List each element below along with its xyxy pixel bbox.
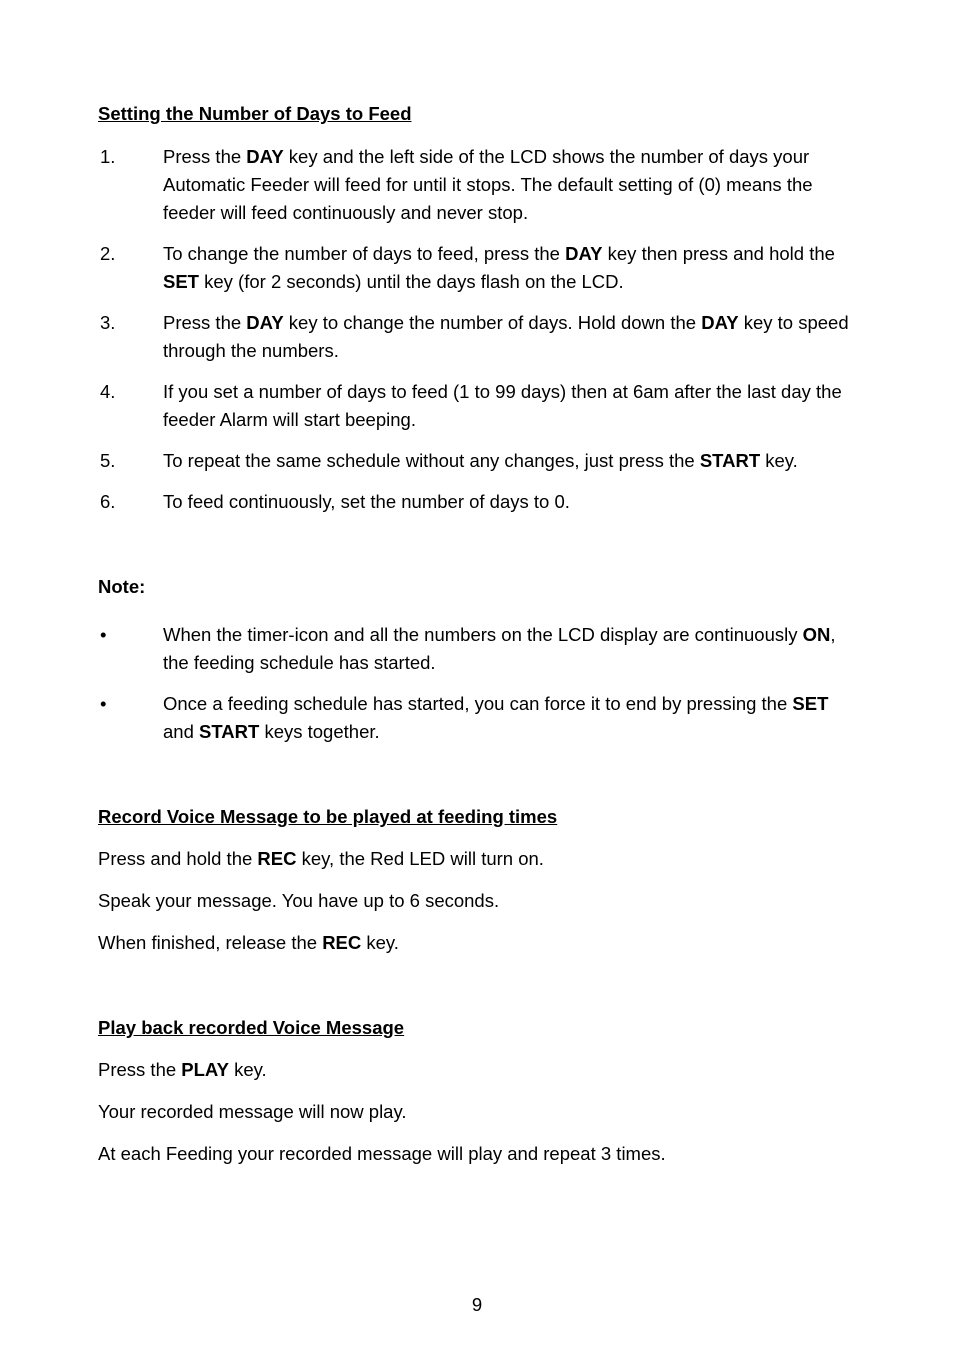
list-item	[98, 143, 854, 227]
bullet-list	[98, 621, 854, 746]
heading-record-voice: Record Voice Message to be played at feeding times	[98, 806, 558, 827]
list-item	[98, 240, 854, 296]
bullet-item	[98, 621, 854, 677]
bullet-text: When the timer-icon and all the numbers on the LCD display are continuously ON, the feeding schedule has started.	[163, 624, 836, 673]
paragraph: Your recorded message will now play.	[98, 1101, 407, 1122]
page-number: 9	[471, 1294, 483, 1315]
section-setting-days	[98, 100, 854, 516]
paragraph: Speak your message. You have up to 6 seconds.	[98, 890, 500, 911]
heading-playback: Play back recorded Voice Message	[98, 1017, 405, 1038]
paragraph: Press the PLAY key.	[98, 1059, 267, 1080]
bullet-text: Once a feeding schedule has started, you can force it to end by pressing the SET and START keys together.	[163, 693, 829, 742]
bullet-item	[98, 690, 854, 746]
list-marker: 1.	[100, 146, 116, 167]
paragraph: Press and hold the REC key, the Red LED will turn on.	[98, 848, 544, 869]
bullet-marker: •	[100, 693, 107, 714]
list-item-text: Press the DAY key to change the number of days. Hold down the DAY key to speed through the numbers.	[163, 312, 849, 361]
list-item	[98, 378, 854, 434]
list-item-text: If you set a number of days to feed (1 to 99 days) then at 6am after the last day the feeder Alarm will start beeping.	[163, 381, 842, 430]
section-playback	[98, 1014, 854, 1168]
list-marker: 2.	[100, 243, 116, 264]
section-record-voice	[98, 803, 854, 957]
heading-setting-days: Setting the Number of Days to Feed	[98, 103, 412, 124]
list-marker: 4.	[100, 381, 116, 402]
numbered-list	[98, 143, 854, 516]
list-item-text: To repeat the same schedule without any changes, just press the START key.	[163, 450, 798, 471]
list-item-text: To feed continuously, set the number of days to 0.	[163, 491, 570, 512]
list-marker: 3.	[100, 312, 116, 333]
list-marker: 6.	[100, 491, 116, 512]
paragraph: When finished, release the REC key.	[98, 932, 399, 953]
list-item	[98, 488, 854, 516]
heading-note: Note:	[98, 576, 146, 597]
section-note	[98, 573, 854, 746]
paragraph: At each Feeding your recorded message will play and repeat 3 times.	[98, 1143, 666, 1164]
list-item-text: Press the DAY key and the left side of the LCD shows the number of days your Automatic Feeder will feed for until it stops. The default setting of (0) means the feeder will feed continuously and never stop.	[163, 146, 813, 223]
list-item	[98, 309, 854, 365]
list-marker: 5.	[100, 450, 116, 471]
bullet-marker: •	[100, 624, 107, 645]
list-item-text: To change the number of days to feed, press the DAY key then press and hold the SET key (for 2 seconds) until the days flash on the LCD.	[163, 243, 835, 292]
list-item	[98, 447, 854, 475]
